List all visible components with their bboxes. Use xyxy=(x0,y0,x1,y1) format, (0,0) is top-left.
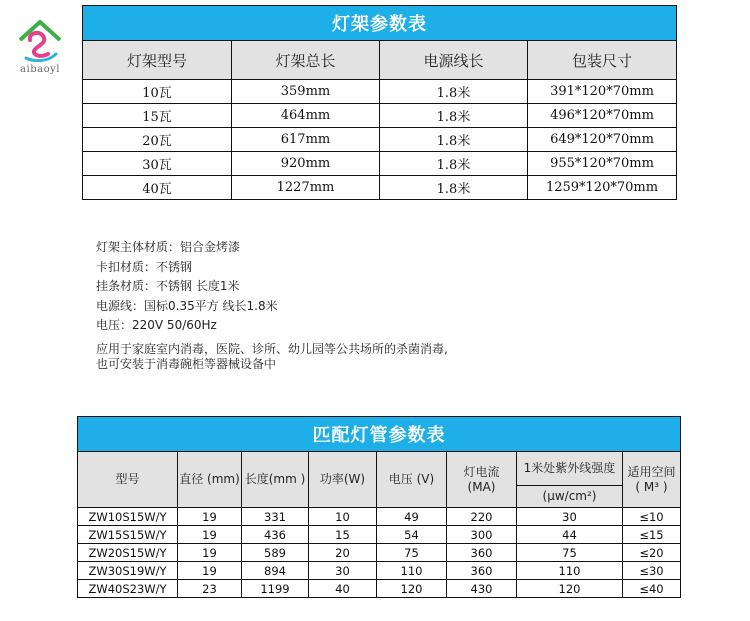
current-header-unit: (MA) xyxy=(467,479,496,494)
frame-table-title: 灯架参数表 xyxy=(83,6,677,41)
cell: 120 xyxy=(377,580,447,598)
col-header-uv: 1米处紫外线强度 xyxy=(517,452,623,486)
cell: 1199 xyxy=(242,580,309,598)
cell: 464mm xyxy=(232,104,380,128)
spec-notes xyxy=(96,238,656,372)
cell: 30 xyxy=(517,508,623,526)
space-header-top: 适用空间 xyxy=(627,464,676,479)
cell: ZW40S23W/Y xyxy=(78,580,178,598)
cell: 1259*120*70mm xyxy=(528,176,677,200)
cell: 10 xyxy=(309,508,377,526)
table-row xyxy=(83,176,677,200)
cell: 496*120*70mm xyxy=(528,104,677,128)
cell: 20瓦 xyxy=(83,128,232,152)
cell: 1.8米 xyxy=(380,152,528,176)
tube-params-table xyxy=(77,416,681,598)
application-line: 应用于家庭室内消毒，医院、诊所、幼儿园等公共场所的杀菌消毒, xyxy=(96,341,448,356)
cell: 19 xyxy=(178,544,242,562)
cell: 75 xyxy=(377,544,447,562)
space-header-unit: ( M³ ) xyxy=(635,479,668,494)
cell: ZW30S19W/Y xyxy=(78,562,178,580)
col-header: 灯架型号 xyxy=(83,41,232,80)
cell: 10瓦 xyxy=(83,80,232,104)
cell: 40 xyxy=(309,580,377,598)
cell: 110 xyxy=(377,562,447,580)
cell: ≤40 xyxy=(623,580,681,598)
cell: 894 xyxy=(242,562,309,580)
cell: 589 xyxy=(242,544,309,562)
cell: 110 xyxy=(517,562,623,580)
cell: ZW15S15W/Y xyxy=(78,526,178,544)
logo-text: aibaoyl xyxy=(20,64,60,75)
tube-table-title: 匹配灯管参数表 xyxy=(78,417,681,452)
table-row xyxy=(83,104,677,128)
frame-table-header xyxy=(83,41,677,80)
note-line: 挂条材质：不锈钢 长度1米 xyxy=(96,279,240,293)
cell: 15瓦 xyxy=(83,104,232,128)
table-row xyxy=(78,544,681,562)
cell: 23 xyxy=(178,580,242,598)
cell: 19 xyxy=(178,526,242,544)
current-header-top: 灯电流 xyxy=(463,464,500,479)
table-row xyxy=(78,562,681,580)
cell: ≤20 xyxy=(623,544,681,562)
col-header-model: 型号 xyxy=(78,452,178,508)
col-header-diameter: 直径 (mm) xyxy=(178,452,242,508)
table-row xyxy=(83,128,677,152)
col-header-space xyxy=(623,452,681,508)
col-header-power: 功率(W) xyxy=(309,452,377,508)
application-line: 也可安装于消毒碗柜等器械设备中 xyxy=(96,356,277,371)
table-row xyxy=(83,152,677,176)
cell: 331 xyxy=(242,508,309,526)
note-line: 电压：220V 50/60Hz xyxy=(96,318,217,332)
cell: 300 xyxy=(447,526,517,544)
tube-table-header xyxy=(78,452,681,486)
cell: ZW20S15W/Y xyxy=(78,544,178,562)
cell: 430 xyxy=(447,580,517,598)
table-row xyxy=(78,580,681,598)
cell: 75 xyxy=(517,544,623,562)
cell: 617mm xyxy=(232,128,380,152)
cell: 1.8米 xyxy=(380,104,528,128)
table-row xyxy=(83,80,677,104)
col-header-length: 长度(mm ) xyxy=(242,452,309,508)
cell: 360 xyxy=(447,544,517,562)
cell: 120 xyxy=(517,580,623,598)
cell: 220 xyxy=(447,508,517,526)
col-header-current xyxy=(447,452,517,508)
cell: ZW10S15W/Y xyxy=(78,508,178,526)
cell: 54 xyxy=(377,526,447,544)
cell: 30瓦 xyxy=(83,152,232,176)
cell: 1227mm xyxy=(232,176,380,200)
cell: 20 xyxy=(309,544,377,562)
table-row xyxy=(78,526,681,544)
cell: 360 xyxy=(447,562,517,580)
cell: 649*120*70mm xyxy=(528,128,677,152)
cell: 1.8米 xyxy=(380,80,528,104)
note-line: 灯架主体材质：铝合金烤漆 xyxy=(96,240,241,254)
table-row xyxy=(78,508,681,526)
cell: 1.8米 xyxy=(380,128,528,152)
cell: 44 xyxy=(517,526,623,544)
cell: ≤10 xyxy=(623,508,681,526)
col-header-uv-unit: (μw/cm²) xyxy=(517,486,623,508)
cell: ≤30 xyxy=(623,562,681,580)
cell: 1.8米 xyxy=(380,176,528,200)
brand-logo xyxy=(8,18,72,82)
cell: 920mm xyxy=(232,152,380,176)
cell: 19 xyxy=(178,508,242,526)
note-line: 卡扣材质：不锈钢 xyxy=(96,259,193,274)
cell: 49 xyxy=(377,508,447,526)
col-header: 包装尺寸 xyxy=(528,41,677,80)
cell: 19 xyxy=(178,562,242,580)
cell: 40瓦 xyxy=(83,176,232,200)
col-header-voltage: 电压 (V) xyxy=(377,452,447,508)
col-header: 灯架总长 xyxy=(232,41,380,80)
cell: 15 xyxy=(309,526,377,544)
cell: 391*120*70mm xyxy=(528,80,677,104)
application-note xyxy=(96,342,656,372)
cell: ≤15 xyxy=(623,526,681,544)
cell: 436 xyxy=(242,526,309,544)
cell: 30 xyxy=(309,562,377,580)
col-header: 电源线长 xyxy=(380,41,528,80)
logo-mark-icon xyxy=(8,18,72,66)
note-line: 电源线：国标0.35平方 线长1.8米 xyxy=(96,298,278,313)
frame-params-table xyxy=(82,5,677,200)
cell: 359mm xyxy=(232,80,380,104)
cell: 955*120*70mm xyxy=(528,152,677,176)
